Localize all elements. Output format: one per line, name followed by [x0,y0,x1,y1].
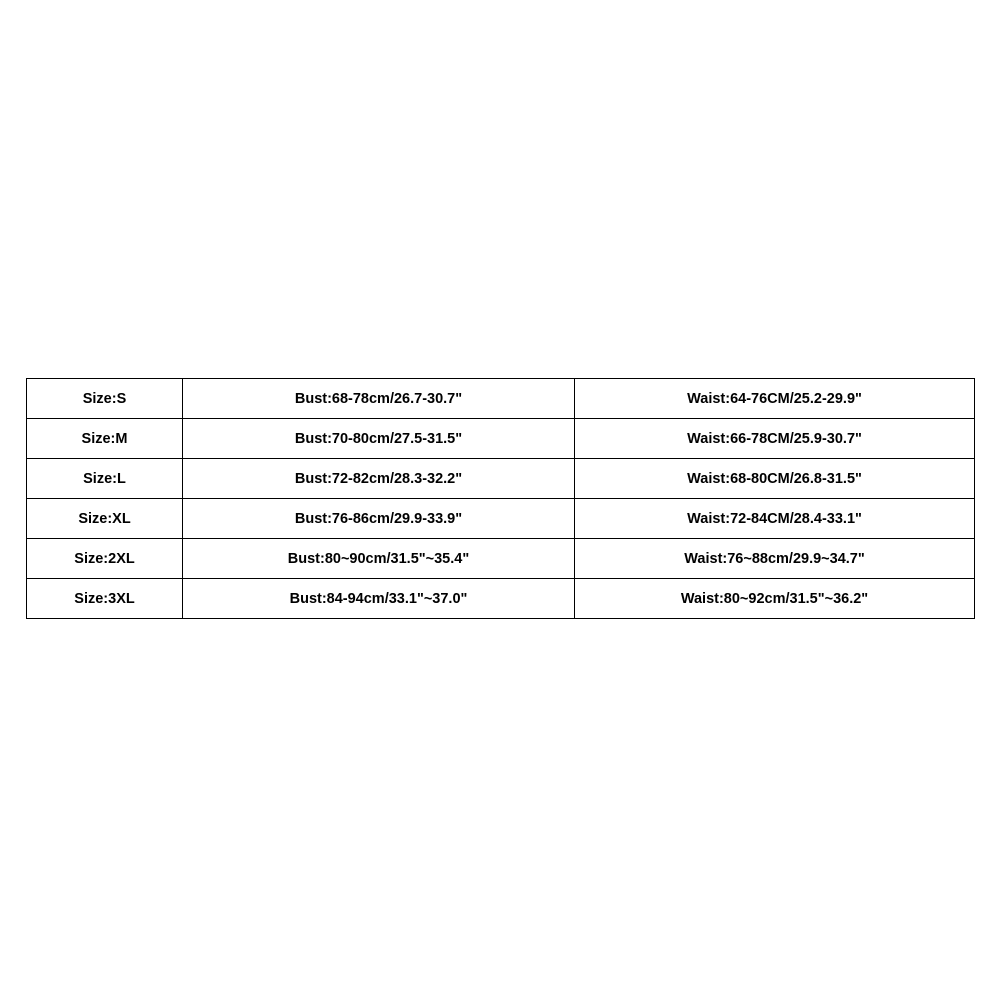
size-chart [26,378,974,619]
cell-bust: Bust:68-78cm/26.7-30.7" [183,379,575,419]
table-row [27,539,975,579]
size-chart-table [26,378,975,619]
cell-waist: Waist:76~88cm/29.9~34.7" [575,539,975,579]
cell-waist: Waist:64-76CM/25.2-29.9" [575,379,975,419]
table-row [27,499,975,539]
table-row [27,379,975,419]
cell-bust: Bust:76-86cm/29.9-33.9" [183,499,575,539]
cell-bust: Bust:80~90cm/31.5"~35.4" [183,539,575,579]
cell-waist: Waist:68-80CM/26.8-31.5" [575,459,975,499]
cell-waist: Waist:72-84CM/28.4-33.1" [575,499,975,539]
cell-size: Size:M [27,419,183,459]
cell-size: Size:2XL [27,539,183,579]
cell-size: Size:L [27,459,183,499]
cell-size: Size:S [27,379,183,419]
cell-bust: Bust:70-80cm/27.5-31.5" [183,419,575,459]
cell-waist: Waist:80~92cm/31.5"~36.2" [575,579,975,619]
table-row [27,459,975,499]
cell-size: Size:XL [27,499,183,539]
size-chart-body [27,379,975,619]
table-row [27,579,975,619]
table-row [27,419,975,459]
cell-waist: Waist:66-78CM/25.9-30.7" [575,419,975,459]
cell-size: Size:3XL [27,579,183,619]
cell-bust: Bust:72-82cm/28.3-32.2" [183,459,575,499]
cell-bust: Bust:84-94cm/33.1"~37.0" [183,579,575,619]
